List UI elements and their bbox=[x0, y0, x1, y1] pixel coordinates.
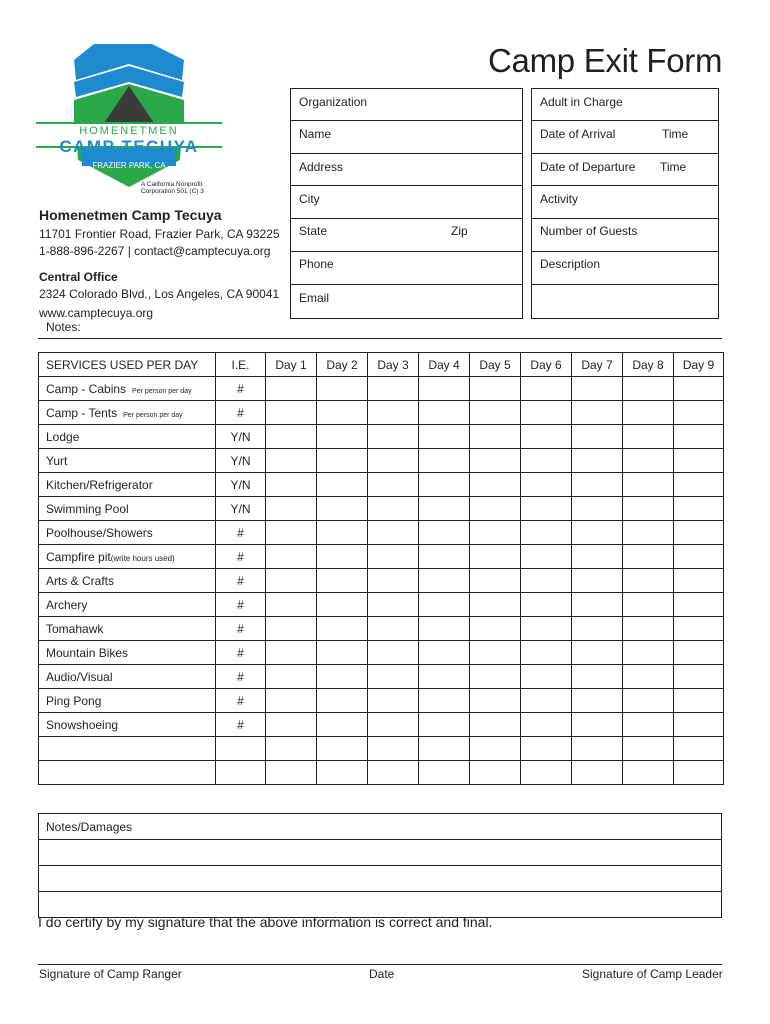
logo-line1: HOMENETMEN bbox=[79, 125, 179, 137]
day-entry-cell[interactable] bbox=[419, 545, 470, 569]
service-row bbox=[39, 617, 724, 641]
day-entry-cell[interactable] bbox=[470, 761, 521, 785]
service-label: Poolhouse/Showers bbox=[46, 525, 153, 540]
day-entry-cell[interactable] bbox=[419, 569, 470, 593]
day-entry-cell[interactable] bbox=[317, 521, 368, 545]
day-entry-cell[interactable] bbox=[368, 593, 419, 617]
email-field[interactable]: Email bbox=[299, 291, 330, 305]
service-row bbox=[39, 401, 724, 425]
day-entry-cell[interactable] bbox=[572, 665, 623, 689]
service-name bbox=[39, 473, 216, 497]
day-entry-cell[interactable] bbox=[368, 737, 419, 761]
day-entry-cell[interactable] bbox=[317, 449, 368, 473]
service-ie: # bbox=[216, 593, 266, 617]
service-ie: # bbox=[216, 521, 266, 545]
day-entry-cell[interactable] bbox=[368, 689, 419, 713]
service-label: Arts & Crafts bbox=[46, 573, 115, 588]
service-ie: # bbox=[216, 377, 266, 401]
day-entry-cell[interactable] bbox=[266, 593, 317, 617]
description-field[interactable]: Description bbox=[540, 257, 601, 271]
day-entry-cell[interactable] bbox=[317, 761, 368, 785]
day-entry-cell[interactable] bbox=[623, 377, 674, 401]
day-header: Day 6 bbox=[521, 353, 572, 377]
day-entry-cell[interactable] bbox=[317, 665, 368, 689]
day-entry-cell[interactable] bbox=[419, 761, 470, 785]
day-entry-cell[interactable] bbox=[419, 665, 470, 689]
day-entry-cell[interactable] bbox=[266, 377, 317, 401]
day-entry-cell[interactable] bbox=[368, 617, 419, 641]
central-office-address: 2324 Colorado Blvd., Los Angeles, CA 90041 bbox=[39, 287, 280, 301]
nonprofit-line1: A California Nonprofit bbox=[141, 181, 203, 188]
day-entry-cell[interactable] bbox=[317, 425, 368, 449]
service-ie: # bbox=[216, 617, 266, 641]
service-label: Snowshoeing bbox=[46, 717, 119, 732]
day-entry-cell[interactable] bbox=[368, 641, 419, 665]
day-entry-cell[interactable] bbox=[674, 713, 724, 737]
organization-field[interactable]: Organization bbox=[299, 95, 368, 109]
address-field[interactable]: Address bbox=[299, 160, 344, 174]
service-name bbox=[39, 593, 216, 617]
day-entry-cell[interactable] bbox=[317, 641, 368, 665]
notes-label: Notes: bbox=[46, 320, 81, 334]
day-entry-cell[interactable] bbox=[266, 713, 317, 737]
day-entry-cell[interactable] bbox=[368, 473, 419, 497]
day-entry-cell[interactable] bbox=[572, 761, 623, 785]
service-name bbox=[39, 641, 216, 665]
service-ie: # bbox=[216, 689, 266, 713]
state-field[interactable]: State bbox=[299, 224, 328, 238]
day-entry-cell[interactable] bbox=[623, 617, 674, 641]
day-entry-cell[interactable] bbox=[623, 401, 674, 425]
service-name bbox=[39, 425, 216, 449]
day-entry-cell[interactable] bbox=[470, 593, 521, 617]
day-entry-cell[interactable] bbox=[623, 761, 674, 785]
service-label: Kitchen/Refrigerator bbox=[46, 477, 153, 492]
day-entry-cell[interactable] bbox=[317, 377, 368, 401]
day-entry-cell[interactable] bbox=[623, 497, 674, 521]
service-label: Campfire pit bbox=[46, 549, 111, 564]
number-of-guests-field[interactable]: Number of Guests bbox=[540, 224, 638, 238]
day-entry-cell[interactable] bbox=[266, 449, 317, 473]
day-entry-cell[interactable] bbox=[572, 593, 623, 617]
day-entry-cell[interactable] bbox=[368, 713, 419, 737]
day-entry-cell[interactable] bbox=[266, 521, 317, 545]
day-entry-cell[interactable] bbox=[368, 401, 419, 425]
trip-info-box bbox=[531, 88, 719, 319]
day-entry-cell[interactable] bbox=[266, 761, 317, 785]
service-note: (write hours used) bbox=[110, 553, 175, 563]
service-row bbox=[39, 593, 724, 617]
service-ie: Y/N bbox=[216, 473, 266, 497]
day-entry-cell[interactable] bbox=[572, 689, 623, 713]
service-row bbox=[39, 713, 724, 737]
service-name bbox=[39, 569, 216, 593]
day-entry-cell[interactable] bbox=[623, 713, 674, 737]
day-entry-cell[interactable] bbox=[317, 689, 368, 713]
service-name bbox=[39, 449, 216, 473]
day-header: Day 2 bbox=[317, 353, 368, 377]
service-row bbox=[39, 425, 724, 449]
day-entry-cell[interactable] bbox=[521, 713, 572, 737]
day-header: Day 1 bbox=[266, 353, 317, 377]
day-header: Day 5 bbox=[470, 353, 521, 377]
day-entry-cell[interactable] bbox=[572, 641, 623, 665]
day-entry-cell[interactable] bbox=[470, 473, 521, 497]
day-entry-cell[interactable] bbox=[674, 497, 724, 521]
day-entry-cell[interactable] bbox=[368, 761, 419, 785]
day-entry-cell[interactable] bbox=[419, 737, 470, 761]
day-entry-cell[interactable] bbox=[521, 569, 572, 593]
service-row bbox=[39, 737, 724, 761]
city-field[interactable]: City bbox=[299, 192, 320, 206]
service-name bbox=[39, 401, 216, 425]
service-label: Archery bbox=[46, 597, 88, 612]
service-name bbox=[39, 497, 216, 521]
day-entry-cell[interactable] bbox=[368, 497, 419, 521]
service-label: Lodge bbox=[46, 429, 80, 444]
service-name bbox=[39, 617, 216, 641]
day-entry-cell[interactable] bbox=[368, 449, 419, 473]
day-entry-cell[interactable] bbox=[521, 617, 572, 641]
day-header: Day 8 bbox=[623, 353, 674, 377]
day-entry-cell[interactable] bbox=[674, 377, 724, 401]
day-entry-cell[interactable] bbox=[674, 737, 724, 761]
day-entry-cell[interactable] bbox=[368, 569, 419, 593]
name-field[interactable]: Name bbox=[299, 127, 332, 141]
service-name bbox=[39, 689, 216, 713]
org-phone-email: 1-888-896-2267 | contact@camptecuya.org bbox=[39, 244, 271, 258]
day-entry-cell[interactable] bbox=[317, 737, 368, 761]
day-entry-cell[interactable] bbox=[521, 449, 572, 473]
day-entry-cell[interactable] bbox=[521, 545, 572, 569]
service-note: Per person per day bbox=[123, 411, 183, 419]
day-entry-cell[interactable] bbox=[674, 545, 724, 569]
day-entry-cell[interactable] bbox=[572, 401, 623, 425]
service-ie: # bbox=[216, 401, 266, 425]
notes-line-3[interactable] bbox=[39, 866, 722, 892]
service-ie: # bbox=[216, 665, 266, 689]
service-ie: Y/N bbox=[216, 497, 266, 521]
visitor-info-box bbox=[290, 88, 523, 319]
org-name: Homenetmen Camp Tecuya bbox=[39, 207, 222, 223]
day-header: Day 3 bbox=[368, 353, 419, 377]
day-entry-cell[interactable] bbox=[266, 617, 317, 641]
day-entry-cell[interactable] bbox=[521, 521, 572, 545]
day-entry-cell[interactable] bbox=[674, 401, 724, 425]
day-entry-cell[interactable] bbox=[419, 473, 470, 497]
service-name bbox=[39, 665, 216, 689]
service-row bbox=[39, 641, 724, 665]
service-ie bbox=[216, 761, 266, 785]
notes-damages-label[interactable]: Notes/Damages bbox=[39, 814, 722, 840]
website: www.camptecuya.org bbox=[39, 306, 154, 320]
day-entry-cell[interactable] bbox=[521, 497, 572, 521]
day-entry-cell[interactable] bbox=[266, 401, 317, 425]
day-entry-cell[interactable] bbox=[266, 497, 317, 521]
day-entry-cell[interactable] bbox=[470, 521, 521, 545]
day-entry-cell[interactable] bbox=[470, 689, 521, 713]
day-entry-cell[interactable] bbox=[674, 449, 724, 473]
day-entry-cell[interactable] bbox=[470, 617, 521, 641]
adult-in-charge-field[interactable]: Adult in Charge bbox=[540, 95, 623, 109]
day-entry-cell[interactable] bbox=[470, 449, 521, 473]
day-entry-cell[interactable] bbox=[674, 641, 724, 665]
day-entry-cell[interactable] bbox=[623, 665, 674, 689]
day-entry-cell[interactable] bbox=[674, 665, 724, 689]
day-entry-cell[interactable] bbox=[572, 737, 623, 761]
day-entry-cell[interactable] bbox=[266, 641, 317, 665]
day-entry-cell[interactable] bbox=[419, 449, 470, 473]
day-entry-cell[interactable] bbox=[572, 713, 623, 737]
service-label: Swimming Pool bbox=[46, 501, 129, 516]
service-row bbox=[39, 449, 724, 473]
day-entry-cell[interactable] bbox=[368, 377, 419, 401]
day-entry-cell[interactable] bbox=[623, 593, 674, 617]
day-entry-cell[interactable] bbox=[572, 497, 623, 521]
day-entry-cell[interactable] bbox=[674, 569, 724, 593]
day-entry-cell[interactable] bbox=[470, 569, 521, 593]
day-entry-cell[interactable] bbox=[317, 569, 368, 593]
day-entry-cell[interactable] bbox=[419, 617, 470, 641]
ranger-signature-label: Signature of Camp Ranger bbox=[39, 967, 182, 981]
day-entry-cell[interactable] bbox=[521, 665, 572, 689]
day-entry-cell[interactable] bbox=[674, 617, 724, 641]
day-entry-cell[interactable] bbox=[623, 641, 674, 665]
day-entry-cell[interactable] bbox=[419, 713, 470, 737]
service-row bbox=[39, 545, 724, 569]
day-entry-cell[interactable] bbox=[317, 593, 368, 617]
service-label: Camp - Tents bbox=[46, 405, 118, 420]
day-entry-cell[interactable] bbox=[572, 425, 623, 449]
service-name bbox=[39, 377, 216, 401]
day-entry-cell[interactable] bbox=[674, 521, 724, 545]
day-entry-cell[interactable] bbox=[674, 425, 724, 449]
day-entry-cell[interactable] bbox=[368, 425, 419, 449]
day-entry-cell[interactable] bbox=[470, 713, 521, 737]
day-entry-cell[interactable] bbox=[674, 761, 724, 785]
day-header: Day 7 bbox=[572, 353, 623, 377]
service-label: Audio/Visual bbox=[46, 669, 113, 684]
arrival-time-field[interactable]: Time bbox=[662, 127, 689, 141]
service-row bbox=[39, 377, 724, 401]
service-name bbox=[39, 761, 216, 785]
day-entry-cell[interactable] bbox=[470, 401, 521, 425]
date-of-departure-field[interactable]: Date of Departure bbox=[540, 160, 636, 174]
day-entry-cell[interactable] bbox=[419, 641, 470, 665]
date-of-arrival-field[interactable]: Date of Arrival bbox=[540, 127, 616, 141]
day-entry-cell[interactable] bbox=[470, 545, 521, 569]
org-address: 11701 Frontier Road, Frazier Park, CA 93225 bbox=[39, 227, 280, 241]
day-entry-cell[interactable] bbox=[317, 713, 368, 737]
central-office-title: Central Office bbox=[39, 270, 118, 284]
day-entry-cell[interactable] bbox=[623, 521, 674, 545]
leader-signature-label: Signature of Camp Leader bbox=[582, 967, 723, 981]
day-entry-cell[interactable] bbox=[572, 569, 623, 593]
day-entry-cell[interactable] bbox=[470, 377, 521, 401]
day-entry-cell[interactable] bbox=[317, 401, 368, 425]
day-entry-cell[interactable] bbox=[419, 377, 470, 401]
service-ie: # bbox=[216, 545, 266, 569]
service-label: Tomahawk bbox=[46, 621, 104, 636]
service-row bbox=[39, 473, 724, 497]
day-entry-cell[interactable] bbox=[419, 593, 470, 617]
day-entry-cell[interactable] bbox=[368, 521, 419, 545]
section-divider bbox=[38, 338, 722, 339]
day-entry-cell[interactable] bbox=[266, 425, 317, 449]
service-ie: Y/N bbox=[216, 449, 266, 473]
day-entry-cell[interactable] bbox=[470, 497, 521, 521]
day-entry-cell[interactable] bbox=[521, 401, 572, 425]
activity-field[interactable]: Activity bbox=[540, 192, 579, 206]
day-entry-cell[interactable] bbox=[419, 401, 470, 425]
day-entry-cell[interactable] bbox=[623, 737, 674, 761]
service-name bbox=[39, 545, 216, 569]
notes-damages-table bbox=[38, 813, 722, 918]
day-entry-cell[interactable] bbox=[419, 689, 470, 713]
day-entry-cell[interactable] bbox=[266, 665, 317, 689]
day-entry-cell[interactable] bbox=[572, 545, 623, 569]
service-ie: Y/N bbox=[216, 425, 266, 449]
day-entry-cell[interactable] bbox=[317, 545, 368, 569]
service-ie: # bbox=[216, 569, 266, 593]
day-entry-cell[interactable] bbox=[368, 545, 419, 569]
day-entry-cell[interactable] bbox=[674, 689, 724, 713]
day-entry-cell[interactable] bbox=[521, 377, 572, 401]
ie-header: I.E. bbox=[216, 353, 266, 377]
day-entry-cell[interactable] bbox=[419, 521, 470, 545]
logo-line3: FRAZIER PARK, CA bbox=[92, 161, 166, 170]
service-row bbox=[39, 689, 724, 713]
day-entry-cell[interactable] bbox=[572, 377, 623, 401]
service-note: Per person per day bbox=[132, 387, 192, 395]
day-entry-cell[interactable] bbox=[419, 425, 470, 449]
service-ie: # bbox=[216, 713, 266, 737]
service-name bbox=[39, 713, 216, 737]
notes-line-2[interactable] bbox=[39, 840, 722, 866]
day-entry-cell[interactable] bbox=[623, 473, 674, 497]
day-entry-cell[interactable] bbox=[674, 473, 724, 497]
service-label: Ping Pong bbox=[46, 693, 102, 708]
service-label: Camp - Cabins bbox=[46, 381, 127, 396]
day-header: Day 9 bbox=[674, 353, 724, 377]
service-ie: # bbox=[216, 641, 266, 665]
day-entry-cell[interactable] bbox=[521, 761, 572, 785]
certify-statement: I do certify by my signature that the above information is correct and final. bbox=[38, 914, 493, 930]
services-header: SERVICES USED PER DAY bbox=[39, 353, 216, 377]
service-ie bbox=[216, 737, 266, 761]
logo-line2: CAMP TECUYA bbox=[59, 137, 199, 156]
day-entry-cell[interactable] bbox=[623, 449, 674, 473]
day-entry-cell[interactable] bbox=[317, 497, 368, 521]
day-entry-cell[interactable] bbox=[572, 617, 623, 641]
day-entry-cell[interactable] bbox=[521, 473, 572, 497]
day-entry-cell[interactable] bbox=[572, 473, 623, 497]
day-entry-cell[interactable] bbox=[623, 689, 674, 713]
day-entry-cell[interactable] bbox=[368, 665, 419, 689]
service-name bbox=[39, 737, 216, 761]
zip-field[interactable]: Zip bbox=[451, 224, 468, 238]
day-entry-cell[interactable] bbox=[470, 665, 521, 689]
day-entry-cell[interactable] bbox=[266, 545, 317, 569]
day-entry-cell[interactable] bbox=[521, 641, 572, 665]
day-entry-cell[interactable] bbox=[521, 593, 572, 617]
day-entry-cell[interactable] bbox=[470, 737, 521, 761]
service-row bbox=[39, 521, 724, 545]
camp-logo bbox=[34, 42, 224, 192]
day-entry-cell[interactable] bbox=[623, 545, 674, 569]
service-label: Yurt bbox=[46, 453, 68, 468]
day-entry-cell[interactable] bbox=[623, 569, 674, 593]
service-row bbox=[39, 665, 724, 689]
day-header: Day 4 bbox=[419, 353, 470, 377]
service-row bbox=[39, 761, 724, 785]
day-entry-cell[interactable] bbox=[470, 425, 521, 449]
day-entry-cell[interactable] bbox=[266, 737, 317, 761]
services-table bbox=[38, 352, 724, 785]
day-entry-cell[interactable] bbox=[521, 425, 572, 449]
day-entry-cell[interactable] bbox=[674, 593, 724, 617]
day-entry-cell[interactable] bbox=[266, 689, 317, 713]
date-label: Date bbox=[369, 967, 395, 981]
service-row bbox=[39, 497, 724, 521]
service-label: Mountain Bikes bbox=[46, 645, 129, 660]
day-entry-cell[interactable] bbox=[266, 473, 317, 497]
service-name bbox=[39, 521, 216, 545]
signature-line[interactable] bbox=[38, 964, 722, 965]
day-entry-cell[interactable] bbox=[266, 569, 317, 593]
day-entry-cell[interactable] bbox=[572, 521, 623, 545]
day-entry-cell[interactable] bbox=[521, 689, 572, 713]
day-entry-cell[interactable] bbox=[317, 473, 368, 497]
day-entry-cell[interactable] bbox=[521, 737, 572, 761]
day-entry-cell[interactable] bbox=[623, 425, 674, 449]
phone-field[interactable]: Phone bbox=[299, 257, 334, 271]
page-title: Camp Exit Form bbox=[488, 42, 723, 79]
departure-time-field[interactable]: Time bbox=[660, 160, 687, 174]
nonprofit-line2: Corporation 501 (C) 3 bbox=[141, 188, 204, 195]
day-entry-cell[interactable] bbox=[419, 497, 470, 521]
service-row bbox=[39, 569, 724, 593]
day-entry-cell[interactable] bbox=[572, 449, 623, 473]
day-entry-cell[interactable] bbox=[470, 641, 521, 665]
day-entry-cell[interactable] bbox=[317, 617, 368, 641]
